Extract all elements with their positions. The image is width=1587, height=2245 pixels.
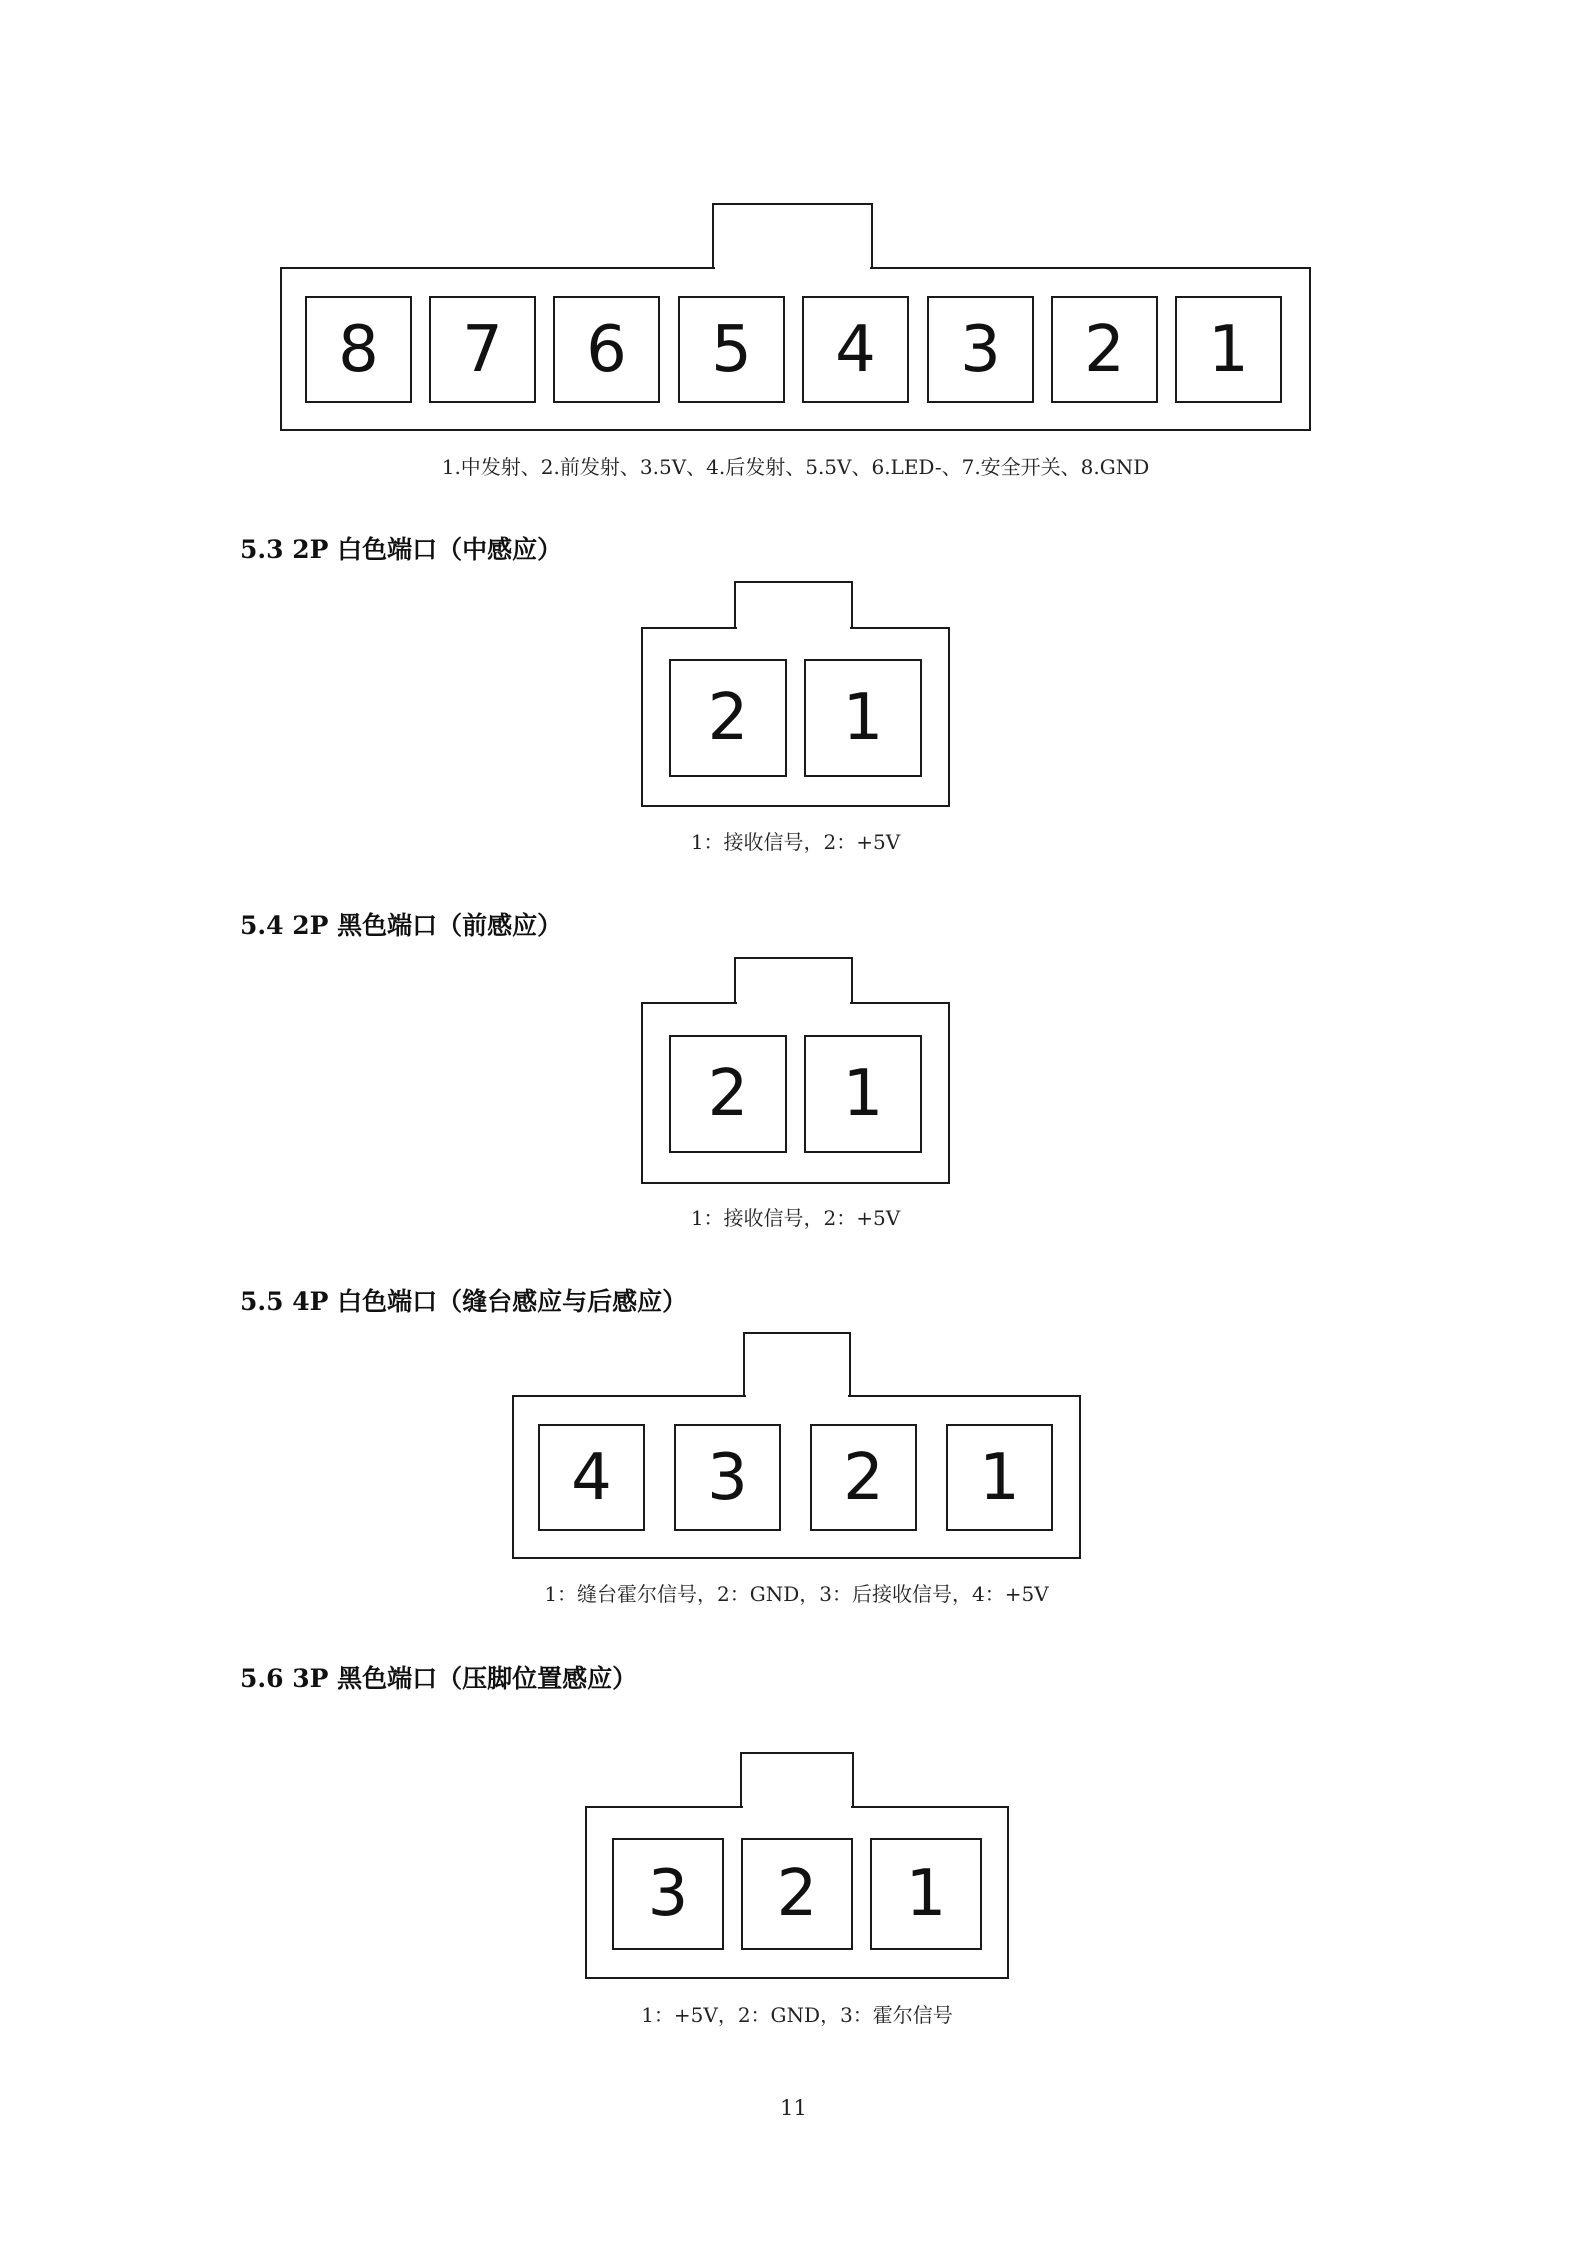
connector-tab [734,581,853,631]
pin-box: 2 [810,1424,917,1531]
pin-box: 6 [553,296,660,403]
connector-tab [734,957,853,1006]
section-heading-5-5: 5.5 4P 白色端口（缝台感应与后感应） [240,1287,688,1316]
connector-2p-black-caption: 1：接收信号，2：+5V [690,1206,901,1230]
pin-box: 8 [305,296,412,403]
pin-box: 5 [678,296,785,403]
pin-box: 1 [804,1035,922,1153]
page-number: 11 [780,2096,807,2120]
pin-box: 1 [870,1838,982,1950]
pin-box: 3 [612,1838,724,1950]
pin-box: 2 [669,1035,787,1153]
pin-box: 2 [669,659,787,777]
section-heading-5-6: 5.6 3P 黑色端口（压脚位置感应） [240,1664,638,1693]
pin-box: 4 [538,1424,645,1531]
pin-box: 4 [802,296,909,403]
pin-box: 1 [1175,296,1282,403]
section-heading-5-4: 5.4 2P 黑色端口（前感应） [240,911,563,940]
pin-box: 3 [927,296,1034,403]
connector-tab [743,1332,851,1399]
pin-box: 7 [429,296,536,403]
connector-tab [740,1752,854,1810]
connector-tab [712,203,873,271]
connector-8p-caption: 1.中发射、2.前发射、3.5V、4.后发射、5.5V、6.LED-、7.安全开关、8.GND [441,455,1150,479]
pin-box: 1 [804,659,922,777]
pin-box: 3 [674,1424,781,1531]
pin-box: 2 [741,1838,853,1950]
connector-4p-white-caption: 1：缝台霍尔信号，2：GND，3：后接收信号，4：+5V [544,1582,1049,1606]
pin-box: 1 [946,1424,1053,1531]
section-heading-5-3: 5.3 2P 白色端口（中感应） [240,535,563,564]
connector-2p-white-caption: 1：接收信号，2：+5V [690,830,901,854]
connector-3p-black-caption: 1：+5V，2：GND，3：霍尔信号 [641,2003,953,2027]
pin-box: 2 [1051,296,1158,403]
